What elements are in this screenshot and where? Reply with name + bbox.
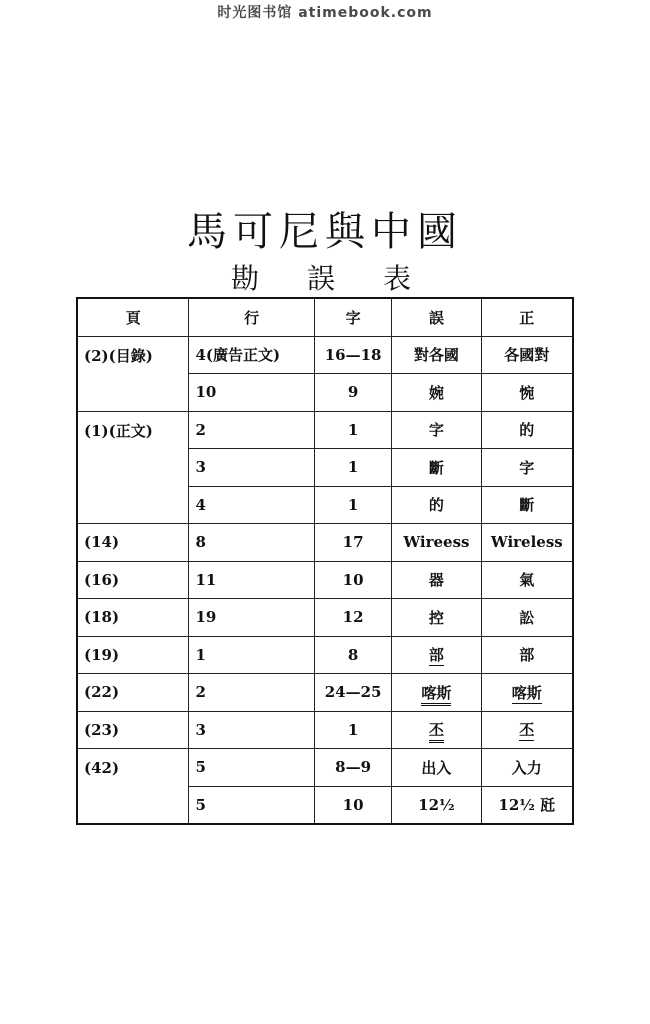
cell-wrong: 斷 (392, 449, 481, 487)
cell-right: 入力 (481, 749, 573, 787)
table-row (77, 449, 573, 487)
cell-right: 訟 (481, 599, 573, 637)
underlined-text: 丕 (519, 721, 535, 740)
cell-line: 5 (189, 749, 315, 787)
header-page: 頁 (77, 298, 189, 336)
table-row (77, 674, 573, 712)
cell-line: 4 (189, 486, 315, 524)
cell-line: 19 (189, 599, 315, 637)
cell-page: (22) (77, 674, 189, 712)
cell-page: (23) (77, 711, 189, 749)
cell-page: (16) (77, 561, 189, 599)
cell-page (77, 449, 189, 487)
table-row (77, 336, 573, 374)
page-subtitle: 勘誤表 (230, 262, 459, 295)
table-row (77, 599, 573, 637)
cell-right: 部 (481, 636, 573, 674)
cell-line: 8 (189, 524, 315, 562)
table-row (77, 561, 573, 599)
cell-char: 1 (314, 486, 391, 524)
cell-page (77, 486, 189, 524)
cell-char: 8 (314, 636, 391, 674)
cell-wrong: 控 (392, 599, 481, 637)
double-underlined-text: 丕 (429, 721, 444, 743)
cell-line: 2 (189, 674, 315, 712)
cell-page: (42) (77, 749, 189, 787)
cell-char: 9 (314, 374, 391, 412)
cell-wrong: Wireess (392, 524, 481, 562)
cell-line: 2 (189, 411, 315, 449)
cell-char: 1 (314, 411, 391, 449)
cell-right: 惋 (481, 374, 573, 412)
cell-right (481, 711, 573, 749)
header-line: 行 (189, 298, 315, 336)
header-char: 字 (314, 298, 391, 336)
underlined-text: 部 (428, 646, 444, 665)
cell-char: 8—9 (314, 749, 391, 787)
cell-wrong: 器 (392, 561, 481, 599)
cell-right: 12½ 瓩 (481, 786, 573, 824)
table-row (77, 374, 573, 412)
cell-char: 16—18 (314, 336, 391, 374)
cell-wrong: 對各國 (392, 336, 481, 374)
cell-line: 1 (189, 636, 315, 674)
table-row (77, 786, 573, 824)
cell-line: 3 (189, 711, 315, 749)
cell-line: 3 (189, 449, 315, 487)
cell-page: (19) (77, 636, 189, 674)
table-row (77, 486, 573, 524)
cell-wrong (392, 711, 481, 749)
cell-wrong: 的 (392, 486, 481, 524)
table-header-row (77, 298, 573, 336)
cell-wrong (392, 636, 481, 674)
cell-line: 10 (189, 374, 315, 412)
page-title: 馬可尼與中國 (187, 209, 463, 255)
cell-right (481, 674, 573, 712)
cell-char: 24—25 (314, 674, 391, 712)
table-row (77, 749, 573, 787)
cell-right: 的 (481, 411, 573, 449)
header-wrong: 誤 (392, 298, 481, 336)
cell-wrong: 12½ (392, 786, 481, 824)
cell-right: 氣 (481, 561, 573, 599)
underlined-text: 喀斯 (511, 683, 542, 702)
table-row (77, 524, 573, 562)
cell-right: 字 (481, 449, 573, 487)
cell-right: Wireless (481, 524, 573, 562)
table-row (77, 636, 573, 674)
cell-char: 12 (314, 599, 391, 637)
cell-wrong: 婉 (392, 374, 481, 412)
cell-right: 斷 (481, 486, 573, 524)
watermark: 时光图书馆 atimebook.com (217, 5, 433, 21)
cell-page (77, 374, 189, 412)
double-underlined-text: 喀斯 (421, 684, 451, 706)
cell-line: 11 (189, 561, 315, 599)
cell-char: 17 (314, 524, 391, 562)
cell-char: 10 (314, 786, 391, 824)
cell-page: (1)(正文) (77, 411, 189, 449)
cell-line: 5 (189, 786, 315, 824)
cell-page: (2)(目錄) (77, 336, 189, 374)
cell-line: 4(廣告正文) (189, 336, 315, 374)
cell-wrong (392, 674, 481, 712)
header-right: 正 (481, 298, 573, 336)
cell-right: 各國對 (481, 336, 573, 374)
cell-page: (18) (77, 599, 189, 637)
cell-page: (14) (77, 524, 189, 562)
cell-wrong: 出入 (392, 749, 481, 787)
cell-char: 10 (314, 561, 391, 599)
cell-wrong: 字 (392, 411, 481, 449)
table-row (77, 711, 573, 749)
cell-page (77, 786, 189, 824)
cell-char: 1 (314, 711, 391, 749)
cell-char: 1 (314, 449, 391, 487)
table-row (77, 411, 573, 449)
errata-table (76, 297, 574, 825)
